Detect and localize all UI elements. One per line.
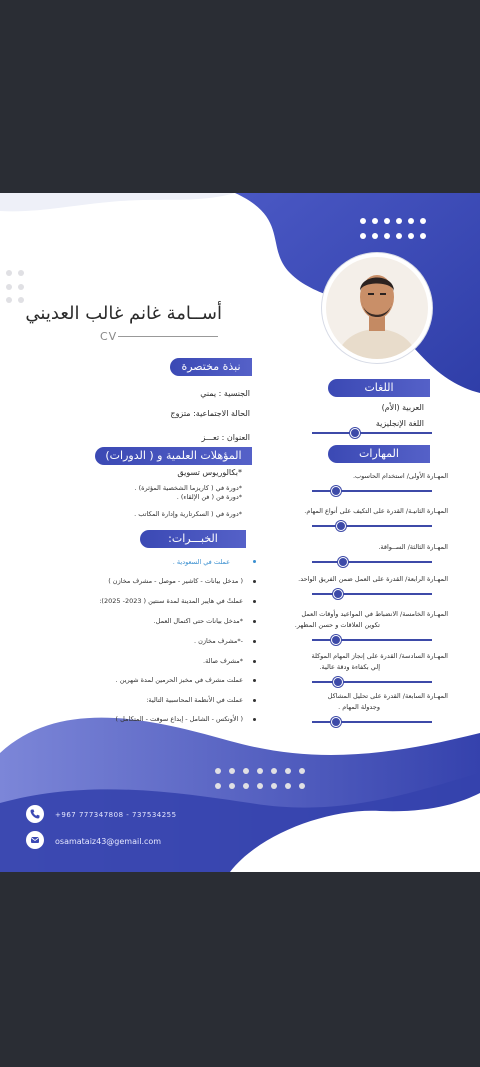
skill-label: المهـارة الثانيـة/ القدرة على التكيف على أنواع المهام. — [304, 507, 448, 515]
skill-level-knob — [331, 717, 341, 727]
experience-item: عملتُ في هايبر المدينة لمدة سنتين ( 2023- 2025): — [99, 597, 243, 605]
skill-label: المهـارة الرابعة/ القدرة على العمل ضمن الفريق الواحد. — [298, 575, 448, 583]
skill-level-knob — [331, 635, 341, 645]
skill-label: المهـارة الثالثة/ الســواقة. — [378, 543, 448, 551]
email-icon — [26, 831, 44, 849]
cv-label: CV — [100, 330, 118, 343]
language-english: اللغة الإنجليزية — [375, 419, 424, 428]
experience-item: ( الأونكس - الشامل - إبداع سوفت - المتكامل ) — [115, 715, 243, 723]
phone-number: +967 777347808 - 737534255 — [55, 811, 177, 819]
skill-level-fill — [312, 681, 432, 683]
skill-level-knob — [336, 521, 346, 531]
languages-heading: اللغات — [328, 379, 430, 397]
experience-item: عملت في السعودية . — [172, 558, 230, 566]
cv-divider — [118, 336, 218, 337]
skill-label-line2: تكوين العلاقات و حسن المظهر. — [294, 621, 380, 629]
course-charisma: *دورة في ( كاريزما الشخصية المؤثرة) . — [134, 484, 242, 492]
cv-page — [0, 193, 480, 872]
skill-level-fill — [312, 561, 432, 563]
experience-item: *مشرف صالة. — [203, 657, 243, 665]
summary-heading: نبذة مختصرة — [170, 358, 252, 376]
skill-label: المهـارة السادسة/ القدرة على إنجاز المهام الموكلة — [311, 652, 448, 660]
skill-level-fill — [312, 490, 432, 492]
address-text: العنوان : تعـــز — [201, 433, 250, 442]
skills-heading: المهارات — [328, 445, 430, 463]
course-secretarial: *دورة في ( السكرتارية وإدارة المكاتب . — [134, 510, 242, 518]
skill-label: المهـارة الخامسة/ الانضباط في المواعيد وأوقات العمل — [301, 610, 448, 618]
marital-status-text: الحالة الاجتماعية: متزوج — [170, 409, 250, 418]
skill-level-fill — [312, 639, 432, 641]
experience-item: عملت في الأنظمة المحاسبية التالية: — [146, 696, 243, 704]
experience-item: ( مدخل بيانات - كاشير - موصل - مشرف مخازن ) — [108, 577, 243, 585]
experience-item: -*مشرف مخازن . — [194, 637, 243, 645]
phone-icon — [26, 805, 44, 823]
experience-heading: الخبـــرات: — [140, 530, 246, 548]
skill-label: المهـارة السابعة/ القدرة على تحليل المشاكل — [327, 692, 448, 700]
profile-photo — [322, 253, 432, 363]
experience-item: *مدخل بيانات حتى اكتمال العمل. — [153, 617, 243, 625]
skill-level-fill — [312, 593, 432, 595]
english-level-fill — [312, 432, 432, 434]
skill-label: المهـارة الأولى/ استخدام الحاسوب. — [352, 472, 448, 480]
qualifications-heading: المؤهلات العلمية و ( الدورات) — [95, 447, 252, 465]
experience-item: عملت مشرف في مخبز الحرمين لمدة شهرين . — [115, 676, 243, 684]
skill-level-knob — [331, 486, 341, 496]
language-arabic: العربية (الأم) — [381, 403, 424, 412]
email-address: osamataiz43@gemail.com — [55, 837, 162, 846]
skill-label-line2: وجدولة المهام . — [338, 703, 380, 711]
degree-text: *بكالوريوس تسويق — [177, 468, 242, 477]
skill-level-fill — [312, 721, 432, 723]
person-name: أســامة غانم غالب العديني — [25, 303, 222, 324]
course-speaking: *دورة فن ( فن الإلقاء) . — [176, 493, 242, 501]
skill-level-fill — [312, 525, 432, 527]
nationality-text: الجنسية : يمني — [200, 389, 250, 398]
skill-label-line2: إلي بكفاءة ودقة عالية. — [319, 663, 380, 671]
